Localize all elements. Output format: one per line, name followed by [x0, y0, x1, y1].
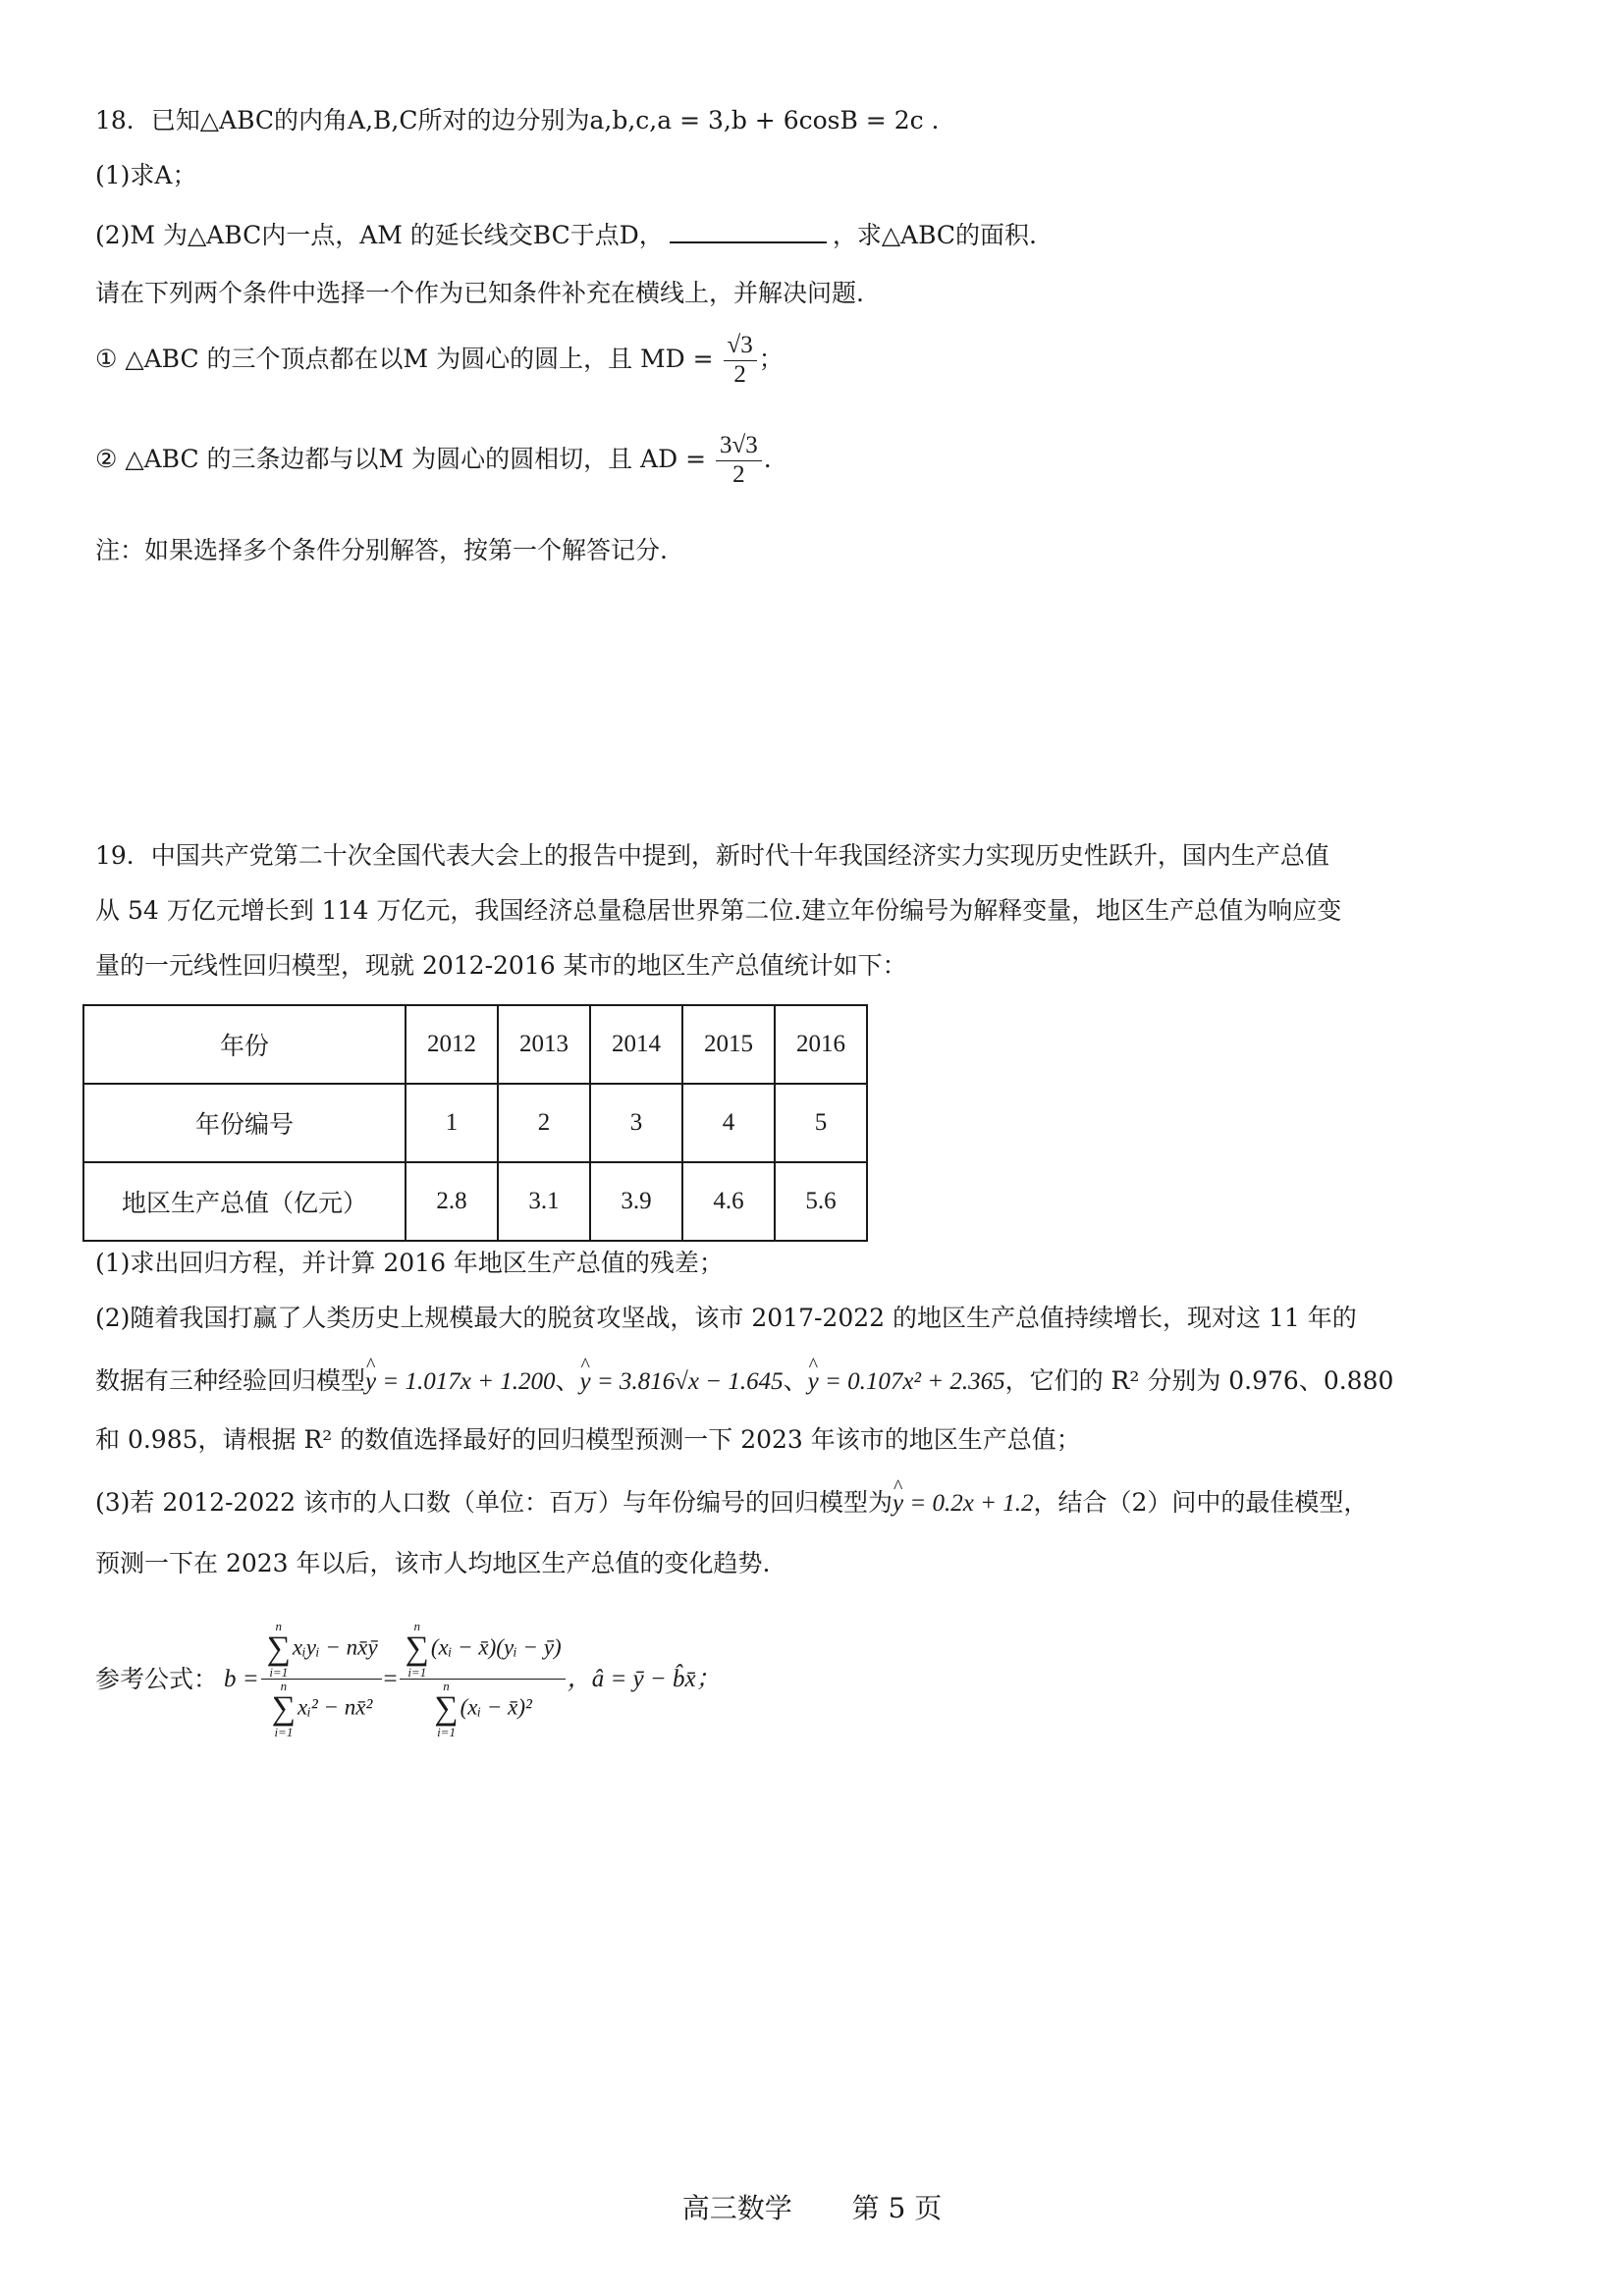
q18-part2-text-b: ，求△ABC的面积.	[832, 221, 1038, 249]
formula-fraction-2: n ∑ i=1 (xᵢ − x̄)(yᵢ − ȳ) n ∑ i=1 (xᵢ − x̄)²	[400, 1620, 566, 1738]
table-cell: 2012	[406, 1005, 498, 1084]
table-cell: 4.6	[682, 1162, 775, 1241]
q18-note: 注：如果选择多个条件分别解答，按第一个解答记分.	[95, 536, 668, 564]
row-header: 地区生产总值（亿元）	[83, 1162, 406, 1241]
q18-part2-text-a: (2)M 为△ABC内一点，AM 的延长线交BC于点D，	[95, 221, 664, 249]
table-cell: 3.1	[498, 1162, 590, 1241]
q19-part2-line1: (2)随着我国打赢了人类历史上规模最大的脱贫攻坚战，该市 2017-2022 的地区生产总值持续增长，现对这 11 年的	[95, 1304, 1357, 1332]
q18-instruction: 请在下列两个条件中选择一个作为已知条件补充在横线上，并解决问题.	[95, 279, 864, 307]
reference-label: 参考公式：	[95, 1664, 219, 1693]
q19-part2-line3: 和 0.985，请根据 R² 的数值选择最好的回归模型预测一下 2023 年该市的地区生产总值；	[95, 1425, 1081, 1454]
table-row-values	[83, 1162, 867, 1241]
condition-2-text: ② △ABC 的三条边都与以M 为圆心的圆相切，且 AD =	[95, 444, 707, 473]
row-header: 年份	[83, 1005, 406, 1084]
condition-2-fraction: $\frac{3√3}{2}$	[716, 432, 762, 490]
condition-1-text: ① △ABC 的三个顶点都在以M 为圆心的圆上，且 MD =	[95, 344, 714, 373]
q18-stem: 18．已知△ABC的内角A,B,C所对的边分别为a,b,c,a = 3,b + 6cosB = 2c .	[95, 106, 940, 134]
formula-fraction-1: n ∑ i=1 xᵢyᵢ − nx̄ȳ n ∑ i=1 xᵢ² − nx̄²	[261, 1620, 382, 1738]
gdp-table	[82, 1004, 868, 1242]
q19-part3-line1: (3)若 2012-2022 该市的人口数（单位：百万）与年份编号的回归模型为^ y = 0.2x + 1.2，结合（2）问中的最佳模型，	[95, 1488, 1368, 1519]
table-cell: 2	[498, 1084, 590, 1162]
intercept-formula: ，â = ȳ − b̂x̄；	[567, 1665, 721, 1692]
q18-condition-1: ① △ABC 的三个顶点都在以M 为圆心的圆上，且 MD = $\frac{√3}{2}$ ；	[95, 332, 784, 388]
table-cell: 5	[775, 1084, 867, 1162]
model-sqrt: ^ y = 3.816√x − 1.645	[579, 1367, 783, 1397]
table-cell: 2014	[590, 1005, 682, 1084]
table-cell: 2013	[498, 1005, 590, 1084]
model-population: ^ y = 0.2x + 1.2	[893, 1489, 1033, 1519]
q19-part2-line2: 数据有三种经验回归模型^ y = 1.017x + 1.200、^ y = 3.816√x − 1.645、^ y = 0.107x² + 2.365，它们的 R² 分别为 0.976、0.880	[95, 1366, 1393, 1397]
table-cell: 2016	[775, 1005, 867, 1084]
q19-intro-line2: 从 54 万亿元增长到 114 万亿元，我国经济总量稳居世界第二位.建立年份编号为解释变量，地区生产总值为响应变	[95, 896, 1342, 925]
row-header: 年份编号	[83, 1084, 406, 1162]
table-cell: 3.9	[590, 1162, 682, 1241]
model-linear: ^ y = 1.017x + 1.200	[365, 1367, 555, 1397]
footer-subject: 高三数学	[681, 2192, 792, 2224]
table-cell: 4	[682, 1084, 775, 1162]
condition-1-fraction: $\frac{√3}{2}$	[724, 332, 757, 390]
q18-part1: (1)求A；	[95, 161, 197, 189]
model-quadratic: ^ y = 0.107x² + 2.365	[808, 1367, 1005, 1397]
q18-condition-2: ② △ABC 的三条边都与以M 为圆心的圆相切，且 AD = $\frac{3√3}{2}$ .	[95, 432, 772, 488]
table-cell: 5.6	[775, 1162, 867, 1241]
table-cell: 1	[406, 1084, 498, 1162]
table-row-codes	[83, 1084, 867, 1162]
reference-formula: 参考公式： b = n ∑ i=1 xᵢyᵢ − nx̄ȳ n ∑ i=1 xᵢ² − nx̄² = n ∑ i=1 (xᵢ − x̄)(yᵢ − ȳ) n ∑ i=1 (xᵢ − x̄)² ，â = ȳ − b̂x̄；	[95, 1619, 721, 1739]
q18-part2	[95, 220, 1037, 250]
table-cell: 2015	[682, 1005, 775, 1084]
table-row-years	[83, 1005, 867, 1084]
footer-page-number: 第 5 页	[851, 2192, 943, 2224]
table-cell: 2.8	[406, 1162, 498, 1241]
q19-part1: (1)求出回归方程，并计算 2016 年地区生产总值的残差；	[95, 1249, 724, 1277]
q19-intro-line3: 量的一元线性回归模型，现就 2012-2016 某市的地区生产总值统计如下：	[95, 951, 907, 980]
table-cell: 3	[590, 1084, 682, 1162]
page-footer	[0, 2187, 1624, 2226]
q19-part3-line2: 预测一下在 2023 年以后，该市人均地区生产总值的变化趋势.	[95, 1549, 771, 1577]
q19-intro-line1: 19．中国共产党第二十次全国代表大会上的报告中提到，新时代十年我国经济实力实现历史性跃升，国内生产总值	[95, 841, 1329, 870]
answer-blank[interactable]	[670, 220, 827, 243]
